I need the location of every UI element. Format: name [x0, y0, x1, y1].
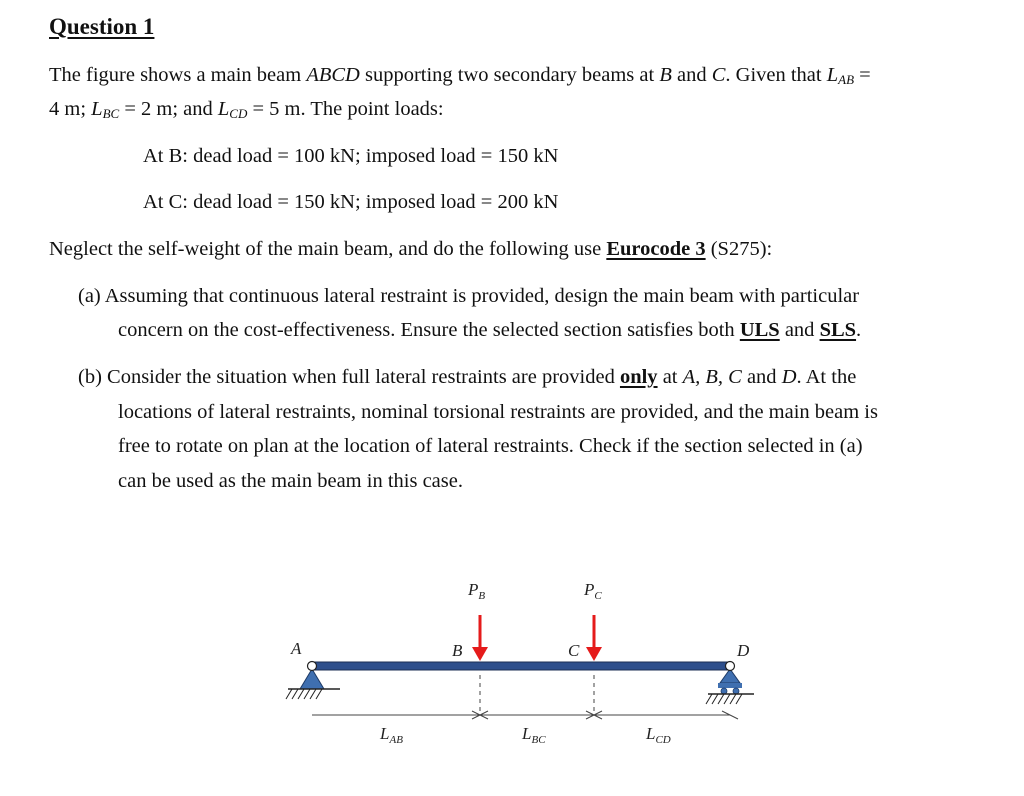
load-b-line: At B: dead load = 100 kN; imposed load = 150 kN	[143, 145, 559, 167]
dimension-line	[312, 711, 738, 719]
load-arrow-c	[586, 615, 602, 661]
neglect-line: Neglect the self-weight of the main beam, and do the following use Eurocode 3 (S275):	[49, 238, 773, 260]
label-pc: $P_C$	[584, 580, 602, 602]
label-a: A	[291, 639, 302, 658]
label-pb: $P_B$	[468, 580, 486, 602]
question-heading: Question 1	[49, 14, 155, 39]
load-arrow-b	[472, 615, 488, 661]
label-b: B	[452, 641, 463, 660]
label-lab: $L_{AB}$	[380, 724, 403, 746]
load-c-line: At C: dead load = 150 kN; imposed load = 200 kN	[143, 191, 559, 213]
main-beam	[312, 662, 730, 670]
intro-line-1: The figure shows a main beam ABCD supporting two secondary beams at B and C. Given that $L_{AB}$ =	[49, 64, 871, 87]
part-b-line-2: locations of lateral restraints, nominal torsional restraints are provided, and the main beam is	[118, 401, 878, 423]
intro-line-2: 4 m; $L_{BC} = 2$ m; and $L_{CD} = 5$ m. The point loads:	[49, 98, 444, 121]
part-a-line-1: (a) Assuming that continuous lateral restraint is provided, design the main beam with particular	[78, 285, 860, 307]
label-d: D	[737, 641, 750, 660]
part-a-line-2: concern on the cost-effectiveness. Ensure the selected section satisfies both ULS and SLS.	[118, 319, 862, 341]
eurocode-ref: Eurocode 3	[606, 238, 706, 260]
label-c: C	[568, 641, 580, 660]
part-b-line-3: free to rotate on plan at the location of lateral restraints. Check if the section selected in (a)	[118, 435, 863, 457]
beam-figure	[260, 565, 780, 755]
part-b-line-1: (b) Consider the situation when full lateral restraints are provided only at A, B, C and D. At the	[78, 366, 857, 388]
label-lcd: $L_{CD}$	[646, 724, 671, 746]
label-lbc: $L_{BC}$	[522, 724, 546, 746]
part-b-line-4: can be used as the main beam in this case.	[118, 470, 463, 492]
